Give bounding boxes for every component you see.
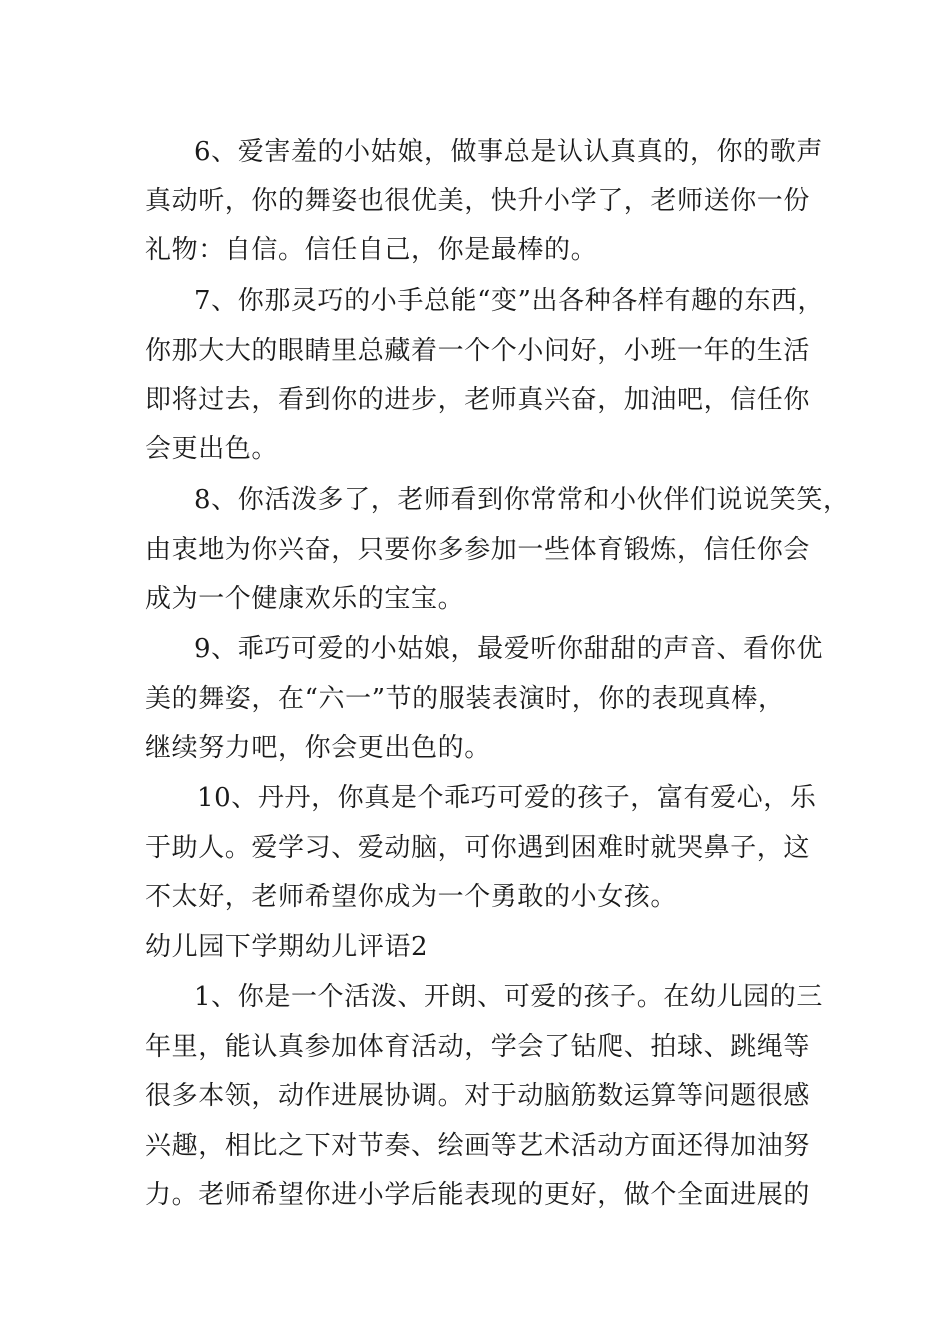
paragraph-line: 会更出色。 — [145, 434, 279, 464]
paragraph-line: 年里，能认真参加体育活动，学会了钻爬、拍球、跳绳等 — [145, 1032, 811, 1062]
paragraph-line: 6、爱害羞的小姑娘，做事总是认认真真的，你的歌声 — [194, 137, 823, 167]
paragraph-line: 真动听，你的舞姿也很优美，快升小学了，老师送你一份 — [145, 186, 811, 216]
paragraph-line: 不太好，老师希望你成为一个勇敢的小女孩。 — [145, 882, 678, 912]
paragraph-line: 继续努力吧，你会更出色的。 — [145, 733, 491, 763]
paragraph-line: 兴趣，相比之下对节奏、绘画等艺术活动方面还得加油努 — [145, 1131, 811, 1161]
paragraph-line: 力。老师希望你进小学后能表现的更好，做个全面进展的 — [145, 1180, 811, 1210]
paragraph-line: 即将过去，看到你的进步，老师真兴奋，加油吧，信任你 — [145, 385, 811, 415]
section-heading: 幼儿园下学期幼儿评语2 — [145, 932, 429, 962]
paragraph-line: 礼物：自信。信任自己，你是最棒的。 — [145, 235, 598, 265]
paragraph-line: 成为一个健康欢乐的宝宝。 — [145, 584, 465, 614]
paragraph-line: 10、丹丹，你真是个乖巧可爱的孩子，富有爱心，乐 — [197, 783, 817, 813]
paragraph-line: 你那大大的眼睛里总藏着一个个小问好，小班一年的生活 — [145, 336, 811, 366]
paragraph-line: 7、你那灵巧的小手总能“变”出各种各样有趣的东西， — [194, 286, 825, 316]
paragraph-line: 于助人。爱学习、爱动脑，可你遇到困难时就哭鼻子，这 — [145, 833, 811, 863]
paragraph-line: 1、你是一个活泼、开朗、可爱的孩子。在幼儿园的三 — [194, 982, 823, 1012]
paragraph-line: 9、乖巧可爱的小姑娘，最爱听你甜甜的声音、看你优 — [194, 634, 823, 664]
paragraph-line: 由衷地为你兴奋，只要你多参加一些体育锻炼，信任你会 — [145, 535, 811, 565]
paragraph-line: 很多本领，动作进展协调。对于动脑筋数运算等问题很感 — [145, 1081, 811, 1111]
paragraph-line: 8、你活泼多了，老师看到你常常和小伙伴们说说笑笑， — [194, 485, 850, 515]
paragraph-line: 美的舞姿，在“六一”节的服装表演时，你的表现真棒， — [145, 684, 785, 714]
